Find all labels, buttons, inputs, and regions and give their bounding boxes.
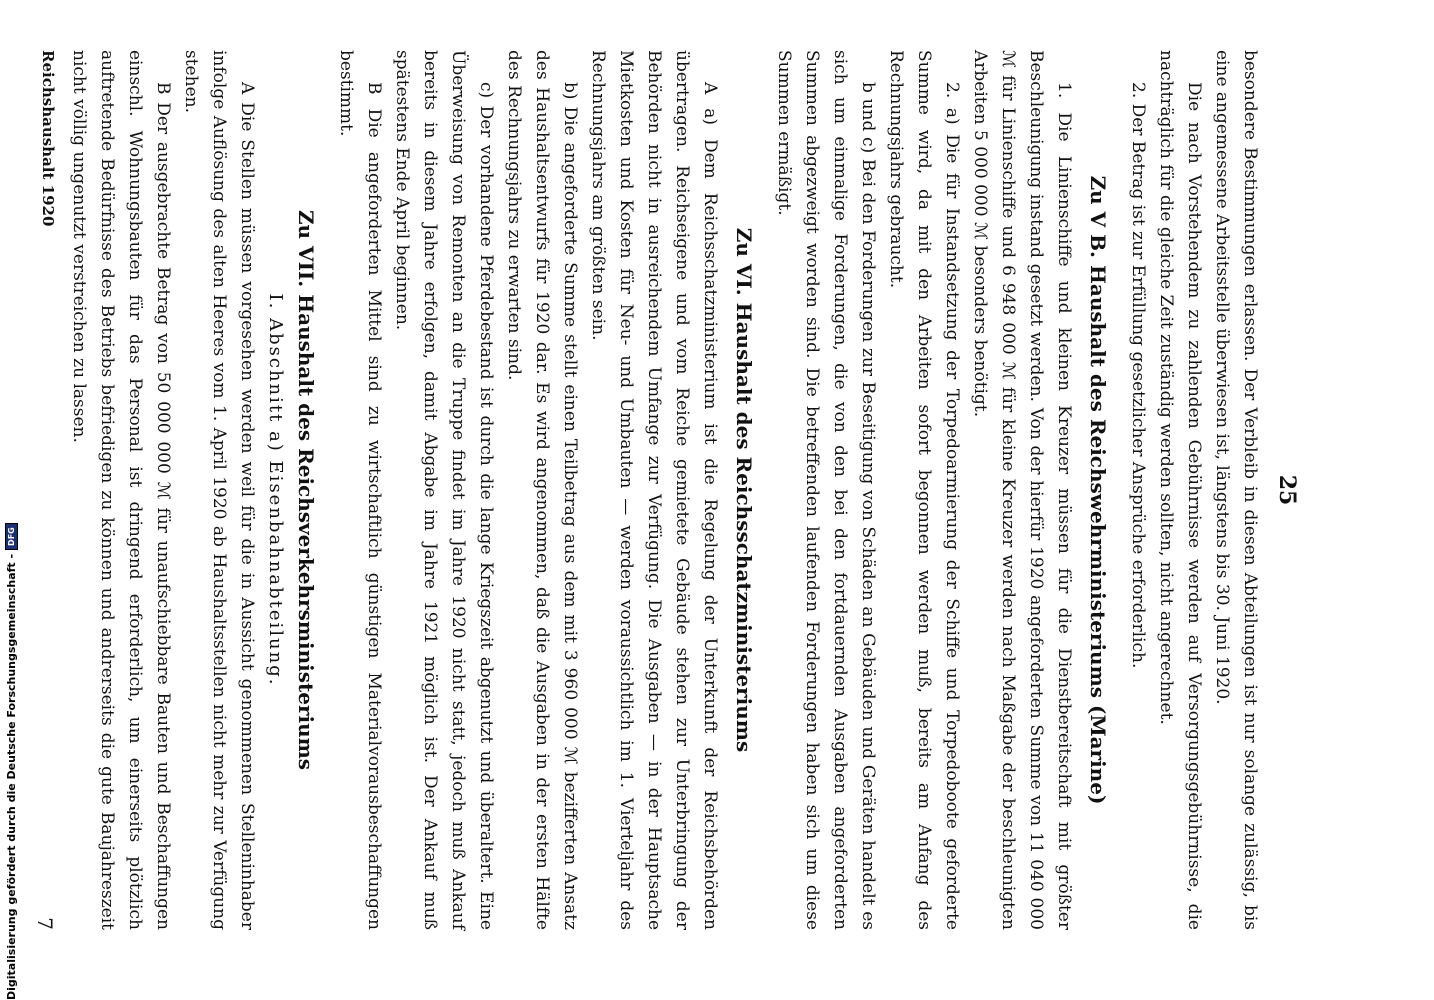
document-page [33, 50, 1300, 930]
section-heading-vb: Zu V B. Haushalt des Reichswehrministeriums (Marine) [1086, 175, 1110, 805]
section-heading-vii: Zu VII. Haushalt des Reichsverkehrsministeriums [294, 209, 318, 771]
paragraph: B Die angeforderten Mittel sind zu wirtschaftlich günstigen Materialvorausbeschaffungen bestimmt. [336, 50, 384, 930]
paragraph: b) Die angeforderte Summe stellt einen Teilbetrag aus dem mit 3 960 000 ℳ bezifferten Ansatz des Haushaltsentwurfs für 1920 dar. Es wird angenommen, daß die Ausgaben in der ersten Hälfte des Rechnungsjahrs zu erwarten sind. [504, 50, 580, 930]
page-footer [33, 50, 57, 930]
paragraph: A Die Stellen müssen vorgesehen werden weil für die in Aussicht genommenen Stelleninhaber infolge Auflösung des alten Heeres vom 1. April 1920 ab Haushaltsstellen nicht mehr zur Verfügung stehen. [181, 50, 257, 930]
paragraph: 1. Die Linienschiffe und kleinen Kreuzer müssen für die Dienstbereitschaft mit größter Beschleunigung instand gesetzt werden. Von der hierfür 1920 angeforderten Summe von 11 040 000 ℳ für Linienschiffe und 6 948 000 ℳ für kleine Kreuzer werden nach Maßgabe der beschleunigten Arbeiten 5 000 000 ℳ besonders benötigt. [970, 50, 1074, 930]
footer-title: Reichshaushalt 1920 [39, 50, 57, 227]
paragraph: Die nach Vorstehendem zu zahlenden Gebührnisse werden auf Versorgungsgebührnisse, die nachträglich für die gleiche Zeit zuständig werden sollten, nicht angerechnet. [1156, 50, 1204, 930]
signature-mark: 7 [33, 917, 57, 930]
paragraph: B Der ausgebrachte Betrag von 50 000 000 ℳ für unaufschiebbare Bauten und Beschaffungen einschl. Wohnungsbauten für das Personal ist dringend erforderlich, um einerseits plötzlich auftretende Bedürfnisse des Betriebs befriedigen zu können und andrerseits die gute Baujahreszeit nicht völlig ungenutzt verstreichen zu lassen. [69, 50, 173, 930]
paragraph: besondere Bestimmungen erlassen. Der Verbleib in diesen Abteilungen ist nur solange zulässig, bis eine angemessene Arbeitsstelle überwiesen ist, längstens bis 30. Juni 1920. [1212, 50, 1260, 930]
paragraph: c) Der vorhandene Pferdebestand ist durch die lange Kriegszeit abgenutzt und überaltert. Eine Überweisung von Remonten an die Truppe findet im Jahre 1920 nicht statt, jedoch muß Ankauf bereits in diesem Jahre erfolgen, damit Abgabe im Jahre 1921 möglich ist. Der Ankauf muß spätestens Ende April beginnen. [392, 50, 496, 930]
paragraph: 2. Der Betrag ist zur Erfüllung gesetzlicher Ansprüche erforderlich. [1128, 82, 1148, 669]
paragraph: b und c) Bei den Forderungen zur Beseitigung von Schäden an Gebäuden und Geräten handelt es sich um einmalige Forderungen, die von den bei den fortdauernden Ausgaben angeforderten Summen abgezweigt worden sind. Die betreffenden laufenden Forderungen haben sich um diese Summen ermäßigt. [774, 50, 878, 930]
digitization-credit [2, 527, 20, 1000]
paragraph: A a) Dem Reichsschatzministerium ist die Regelung der Unterkunft der Reichsbehörden übertragen. Reichseigene und vom Reiche gemietete Gebäude stehen zur Unterbringung der Behörden nicht in ausreichendem Umfange zur Verfügung. Die Ausgaben — in der Hauptsache Mietkosten und Kosten für Neu- und Umbauten — werden voraussichtlich im 1. Vierteljahr des Rechnungsjahrs am größten sein. [588, 50, 720, 930]
section-heading-vi: Zu VI. Haushalt des Reichsschatzministeriums [732, 227, 756, 753]
credit-text: Digitalisierung gefördert durch die Deutsche Forschungsgemeinschaft - [4, 553, 18, 1000]
dfg-logo-icon: DFG [5, 523, 18, 550]
paragraph: 2. a) Die für Instandsetzung der Torpedoarmierung der Schiffe und Torpedoboote geforderte Summe wird, da mit den Arbeiten sofort begonnen werden muß, bereits am Anfang des Rechnungsjahrs gebraucht. [886, 50, 962, 930]
page-number: 25 [1274, 474, 1300, 506]
section-subheading: I. Abschnitt a) Eisenbahnabteilung. [265, 293, 286, 687]
